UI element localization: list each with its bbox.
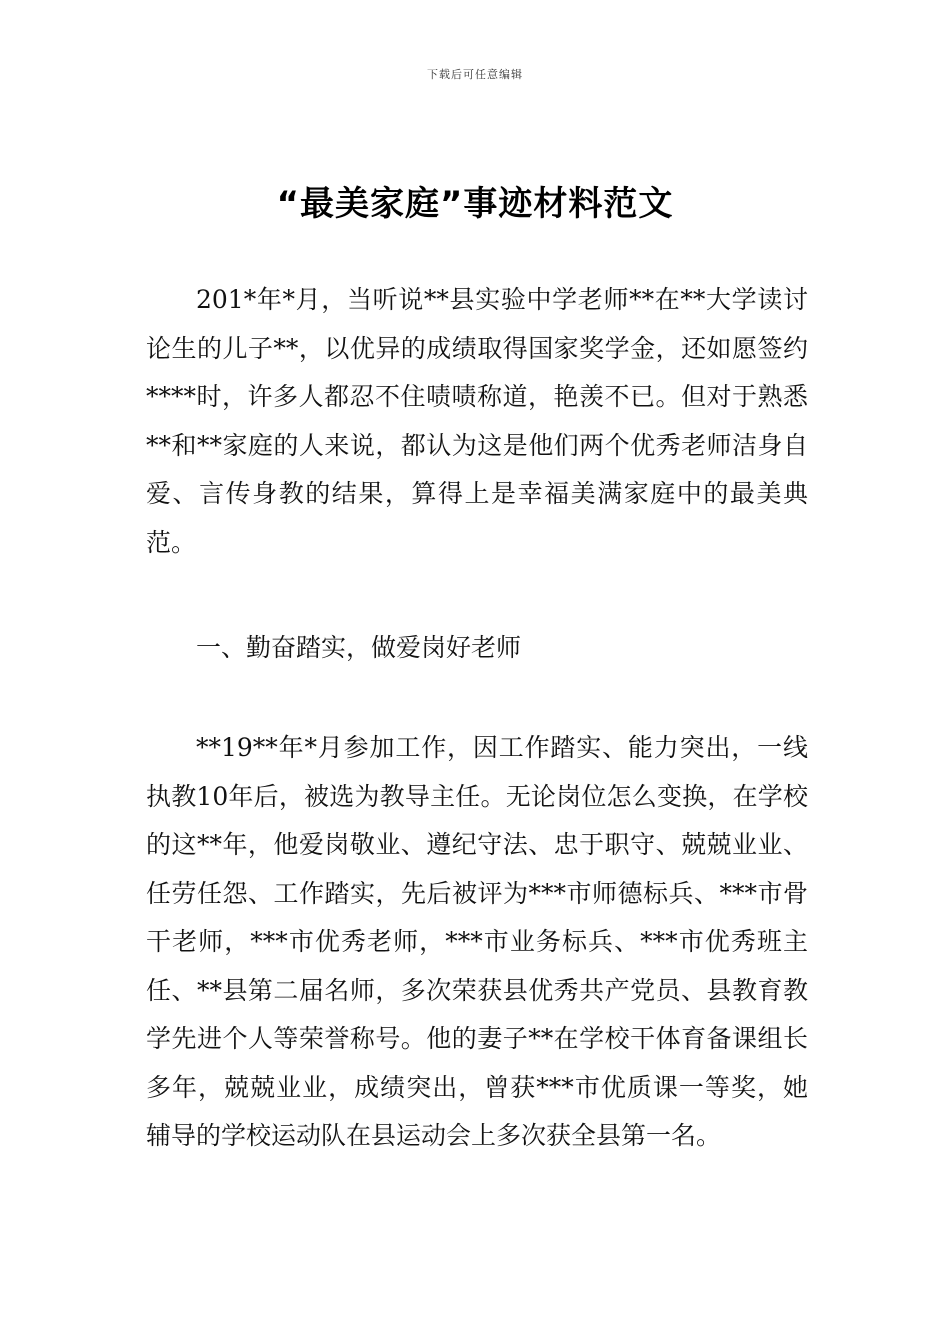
- document-title: “最美家庭”事迹材料范文: [276, 184, 674, 224]
- section-heading: 一、勤奋踏实，做爱岗好老师: [196, 633, 522, 662]
- intro-paragraph: 201*年*月，当听说**县实验中学老师**在**大学读讨论生的儿子**，以优异的成绩取得国家奖学金，还如愿签约****时，许多人都忍不住啧啧称道，艳羡不已。但对于熟悉**和**家庭的人来说，都认为这是他们两个优秀老师洁身自爱、言传身教的结果，算得上是幸福美满家庭中的最美典范。: [146, 285, 808, 557]
- section-body-paragraph: **19**年*月参加工作，因工作踏实、能力突出，一线执教10年后，被选为教导主任。无论岗位怎么变换，在学校的这**年，他爱岗敬业、遵纪守法、忠于职守、兢兢业业、任劳任怨、工作踏实，先后被评为***市师德标兵、***市骨干老师，***市优秀老师，***市业务标兵、***市优秀班主任、**县第二届名师，多次荣获县优秀共产党员、县教育教学先进个人等荣誉称号。他的妻子**在学校干体育备课组长多年，兢兢业业，成绩突出，曾获***市优质课一等奖，她辅导的学校运动队在县运动会上多次获全县第一名。: [146, 733, 808, 1150]
- header-note: 下载后可任意编辑: [427, 68, 523, 81]
